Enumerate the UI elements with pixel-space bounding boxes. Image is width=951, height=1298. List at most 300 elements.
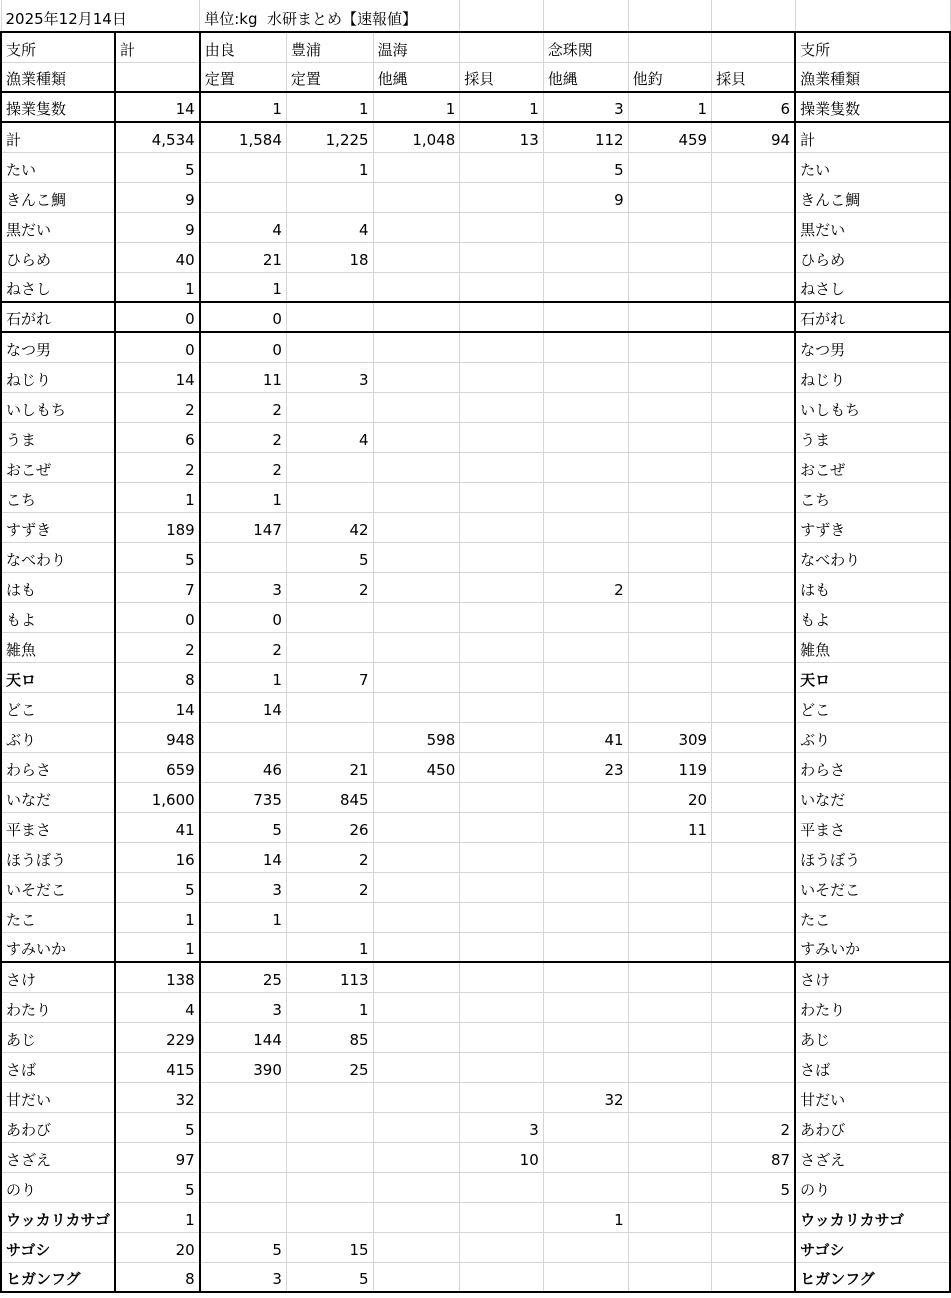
nezugaseki-hokazuri[interactable]: [628, 272, 711, 302]
nezugaseki-hokanawa[interactable]: [543, 1022, 628, 1052]
atsumi-hokanawa[interactable]: [373, 1172, 460, 1202]
nezugaseki-saikai[interactable]: [712, 212, 796, 242]
species-label-right[interactable]: 操業隻数: [795, 92, 950, 122]
atsumi-hokanawa[interactable]: [373, 812, 460, 842]
species-label-left[interactable]: ひらめ: [1, 242, 115, 272]
toyoura-teichi[interactable]: 15: [286, 1232, 373, 1262]
species-label-right[interactable]: こち: [795, 482, 950, 512]
yura-teichi[interactable]: [200, 152, 287, 182]
total-value[interactable]: 0: [115, 602, 200, 632]
species-label-right[interactable]: のり: [795, 1172, 950, 1202]
yura-teichi[interactable]: [200, 722, 287, 752]
species-label-left[interactable]: なべわり: [1, 542, 115, 572]
header-cell[interactable]: [115, 62, 200, 92]
atsumi-saikai[interactable]: [460, 632, 543, 662]
nezugaseki-hokanawa[interactable]: [543, 452, 628, 482]
toyoura-teichi[interactable]: [286, 332, 373, 362]
nezugaseki-saikai[interactable]: [712, 1202, 796, 1232]
nezugaseki-saikai[interactable]: 6: [712, 92, 796, 122]
toyoura-teichi[interactable]: 113: [286, 962, 373, 992]
species-label-right[interactable]: はも: [795, 572, 950, 602]
nezugaseki-hokanawa[interactable]: [543, 632, 628, 662]
header-cell[interactable]: 採貝: [712, 62, 796, 92]
atsumi-saikai[interactable]: [460, 542, 543, 572]
atsumi-hokanawa[interactable]: [373, 1232, 460, 1262]
nezugaseki-hokazuri[interactable]: [628, 602, 711, 632]
yura-teichi[interactable]: 1: [200, 482, 287, 512]
total-value[interactable]: 14: [115, 362, 200, 392]
nezugaseki-saikai[interactable]: [712, 242, 796, 272]
atsumi-hokanawa[interactable]: [373, 182, 460, 212]
nezugaseki-hokazuri[interactable]: [628, 1202, 711, 1232]
header-cell[interactable]: [628, 32, 711, 62]
header-cell[interactable]: 定置: [200, 62, 287, 92]
nezugaseki-saikai[interactable]: [712, 572, 796, 602]
nezugaseki-hokazuri[interactable]: [628, 1082, 711, 1112]
yura-teichi[interactable]: [200, 542, 287, 572]
toyoura-teichi[interactable]: 845: [286, 782, 373, 812]
nezugaseki-hokazuri[interactable]: [628, 212, 711, 242]
nezugaseki-hokazuri[interactable]: [628, 512, 711, 542]
atsumi-saikai[interactable]: [460, 842, 543, 872]
total-value[interactable]: 14: [115, 92, 200, 122]
atsumi-hokanawa[interactable]: 598: [373, 722, 460, 752]
total-value[interactable]: 16: [115, 842, 200, 872]
atsumi-hokanawa[interactable]: [373, 902, 460, 932]
toyoura-teichi[interactable]: 1: [286, 92, 373, 122]
nezugaseki-hokanawa[interactable]: [543, 692, 628, 722]
atsumi-saikai[interactable]: [460, 722, 543, 752]
total-value[interactable]: 138: [115, 962, 200, 992]
species-label-left[interactable]: 天ロ: [1, 662, 115, 692]
species-label-left[interactable]: いなだ: [1, 782, 115, 812]
yura-teichi[interactable]: [200, 932, 287, 962]
nezugaseki-saikai[interactable]: [712, 452, 796, 482]
nezugaseki-hokanawa[interactable]: 9: [543, 182, 628, 212]
header-cell[interactable]: [712, 32, 796, 62]
nezugaseki-hokanawa[interactable]: 5: [543, 152, 628, 182]
nezugaseki-hokazuri[interactable]: [628, 542, 711, 572]
species-label-right[interactable]: わたり: [795, 992, 950, 1022]
nezugaseki-hokazuri[interactable]: [628, 182, 711, 212]
species-label-right[interactable]: さば: [795, 1052, 950, 1082]
nezugaseki-saikai[interactable]: [712, 1262, 796, 1292]
yura-teichi[interactable]: [200, 1172, 287, 1202]
nezugaseki-saikai[interactable]: [712, 182, 796, 212]
atsumi-hokanawa[interactable]: [373, 242, 460, 272]
species-label-right[interactable]: おこぜ: [795, 452, 950, 482]
yura-teichi[interactable]: 0: [200, 302, 287, 332]
nezugaseki-hokazuri[interactable]: 11: [628, 812, 711, 842]
nezugaseki-saikai[interactable]: [712, 692, 796, 722]
nezugaseki-saikai[interactable]: [712, 1232, 796, 1262]
toyoura-teichi[interactable]: 1: [286, 152, 373, 182]
species-label-left[interactable]: あわび: [1, 1112, 115, 1142]
header-cell[interactable]: 他縄: [543, 62, 628, 92]
species-label-right[interactable]: いそだこ: [795, 872, 950, 902]
toyoura-teichi[interactable]: [286, 1202, 373, 1232]
header-cell[interactable]: 支所: [795, 32, 950, 62]
nezugaseki-hokanawa[interactable]: [543, 962, 628, 992]
nezugaseki-saikai[interactable]: [712, 332, 796, 362]
species-label-right[interactable]: うま: [795, 422, 950, 452]
blank-cell[interactable]: [712, 0, 796, 32]
nezugaseki-hokanawa[interactable]: 23: [543, 752, 628, 782]
atsumi-saikai[interactable]: [460, 782, 543, 812]
nezugaseki-saikai[interactable]: [712, 302, 796, 332]
atsumi-saikai[interactable]: [460, 1022, 543, 1052]
species-label-left[interactable]: 操業隻数: [1, 92, 115, 122]
atsumi-hokanawa[interactable]: [373, 662, 460, 692]
atsumi-saikai[interactable]: 1: [460, 92, 543, 122]
species-label-right[interactable]: サゴシ: [795, 1232, 950, 1262]
toyoura-teichi[interactable]: 4: [286, 422, 373, 452]
yura-teichi[interactable]: 14: [200, 842, 287, 872]
toyoura-teichi[interactable]: 42: [286, 512, 373, 542]
nezugaseki-hokazuri[interactable]: [628, 572, 711, 602]
total-value[interactable]: 14: [115, 692, 200, 722]
toyoura-teichi[interactable]: [286, 602, 373, 632]
total-value[interactable]: 2: [115, 452, 200, 482]
total-value[interactable]: 40: [115, 242, 200, 272]
total-value[interactable]: 8: [115, 662, 200, 692]
atsumi-saikai[interactable]: [460, 872, 543, 902]
total-value[interactable]: 1,600: [115, 782, 200, 812]
toyoura-teichi[interactable]: 25: [286, 1052, 373, 1082]
atsumi-saikai[interactable]: [460, 962, 543, 992]
toyoura-teichi[interactable]: 2: [286, 572, 373, 602]
nezugaseki-saikai[interactable]: [712, 962, 796, 992]
toyoura-teichi[interactable]: 3: [286, 362, 373, 392]
nezugaseki-hokazuri[interactable]: [628, 302, 711, 332]
nezugaseki-saikai[interactable]: [712, 752, 796, 782]
nezugaseki-hokanawa[interactable]: [543, 1142, 628, 1172]
species-label-right[interactable]: 平まさ: [795, 812, 950, 842]
nezugaseki-saikai[interactable]: [712, 782, 796, 812]
species-label-left[interactable]: わらさ: [1, 752, 115, 782]
nezugaseki-hokanawa[interactable]: [543, 992, 628, 1022]
nezugaseki-hokazuri[interactable]: [628, 662, 711, 692]
nezugaseki-hokazuri[interactable]: [628, 482, 711, 512]
atsumi-hokanawa[interactable]: [373, 1202, 460, 1232]
toyoura-teichi[interactable]: [286, 392, 373, 422]
nezugaseki-hokazuri[interactable]: [628, 992, 711, 1022]
atsumi-hokanawa[interactable]: [373, 542, 460, 572]
atsumi-saikai[interactable]: [460, 662, 543, 692]
nezugaseki-hokanawa[interactable]: [543, 812, 628, 842]
nezugaseki-hokazuri[interactable]: 119: [628, 752, 711, 782]
blank-cell[interactable]: [460, 0, 543, 32]
yura-teichi[interactable]: 144: [200, 1022, 287, 1052]
header-cell[interactable]: 温海: [373, 32, 460, 62]
atsumi-hokanawa[interactable]: [373, 992, 460, 1022]
header-cell[interactable]: 計: [115, 32, 200, 62]
total-value[interactable]: 1: [115, 272, 200, 302]
nezugaseki-hokazuri[interactable]: [628, 362, 711, 392]
total-value[interactable]: 1: [115, 482, 200, 512]
yura-teichi[interactable]: 5: [200, 1232, 287, 1262]
toyoura-teichi[interactable]: [286, 1142, 373, 1172]
yura-teichi[interactable]: [200, 1142, 287, 1172]
header-cell[interactable]: 漁業種類: [1, 62, 115, 92]
yura-teichi[interactable]: 25: [200, 962, 287, 992]
species-label-right[interactable]: いなだ: [795, 782, 950, 812]
atsumi-saikai[interactable]: [460, 932, 543, 962]
nezugaseki-hokazuri[interactable]: [628, 902, 711, 932]
nezugaseki-hokazuri[interactable]: [628, 632, 711, 662]
atsumi-saikai[interactable]: [460, 1202, 543, 1232]
species-label-left[interactable]: はも: [1, 572, 115, 602]
nezugaseki-hokazuri[interactable]: 20: [628, 782, 711, 812]
species-label-right[interactable]: 計: [795, 122, 950, 152]
atsumi-hokanawa[interactable]: [373, 362, 460, 392]
atsumi-saikai[interactable]: [460, 992, 543, 1022]
nezugaseki-saikai[interactable]: 2: [712, 1112, 796, 1142]
atsumi-saikai[interactable]: [460, 362, 543, 392]
report-date-cell[interactable]: 2025年12月14日: [1, 0, 200, 32]
header-cell[interactable]: [460, 32, 543, 62]
atsumi-hokanawa[interactable]: [373, 932, 460, 962]
toyoura-teichi[interactable]: 1,225: [286, 122, 373, 152]
atsumi-hokanawa[interactable]: [373, 692, 460, 722]
atsumi-saikai[interactable]: [460, 812, 543, 842]
species-label-left[interactable]: いそだこ: [1, 872, 115, 902]
yura-teichi[interactable]: 390: [200, 1052, 287, 1082]
species-label-right[interactable]: なつ男: [795, 332, 950, 362]
yura-teichi[interactable]: 46: [200, 752, 287, 782]
atsumi-hokanawa[interactable]: 1,048: [373, 122, 460, 152]
yura-teichi[interactable]: 5: [200, 812, 287, 842]
nezugaseki-saikai[interactable]: [712, 272, 796, 302]
atsumi-hokanawa[interactable]: [373, 632, 460, 662]
toyoura-teichi[interactable]: [286, 1172, 373, 1202]
nezugaseki-saikai[interactable]: [712, 1082, 796, 1112]
nezugaseki-hokanawa[interactable]: [543, 1052, 628, 1082]
header-cell[interactable]: 豊浦: [286, 32, 373, 62]
species-label-right[interactable]: すずき: [795, 512, 950, 542]
nezugaseki-saikai[interactable]: [712, 932, 796, 962]
atsumi-saikai[interactable]: [460, 152, 543, 182]
nezugaseki-saikai[interactable]: [712, 602, 796, 632]
yura-teichi[interactable]: 1: [200, 92, 287, 122]
nezugaseki-hokanawa[interactable]: [543, 662, 628, 692]
atsumi-saikai[interactable]: [460, 1082, 543, 1112]
toyoura-teichi[interactable]: [286, 182, 373, 212]
nezugaseki-hokazuri[interactable]: [628, 1142, 711, 1172]
species-label-right[interactable]: ほうぼう: [795, 842, 950, 872]
species-label-right[interactable]: ウッカリカサゴ: [795, 1202, 950, 1232]
toyoura-teichi[interactable]: 7: [286, 662, 373, 692]
species-label-right[interactable]: さけ: [795, 962, 950, 992]
atsumi-hokanawa[interactable]: [373, 512, 460, 542]
toyoura-teichi[interactable]: [286, 1112, 373, 1142]
nezugaseki-hokanawa[interactable]: [543, 932, 628, 962]
species-label-right[interactable]: ヒガンフグ: [795, 1262, 950, 1292]
atsumi-saikai[interactable]: [460, 572, 543, 602]
total-value[interactable]: 5: [115, 152, 200, 182]
total-value[interactable]: 948: [115, 722, 200, 752]
atsumi-hokanawa[interactable]: [373, 422, 460, 452]
atsumi-hokanawa[interactable]: [373, 1142, 460, 1172]
toyoura-teichi[interactable]: 2: [286, 872, 373, 902]
nezugaseki-hokanawa[interactable]: [543, 1262, 628, 1292]
yura-teichi[interactable]: 2: [200, 452, 287, 482]
atsumi-saikai[interactable]: 10: [460, 1142, 543, 1172]
species-label-left[interactable]: さば: [1, 1052, 115, 1082]
toyoura-teichi[interactable]: [286, 452, 373, 482]
species-label-left[interactable]: すずき: [1, 512, 115, 542]
nezugaseki-hokazuri[interactable]: 309: [628, 722, 711, 752]
species-label-right[interactable]: なべわり: [795, 542, 950, 572]
atsumi-saikai[interactable]: [460, 212, 543, 242]
toyoura-teichi[interactable]: [286, 722, 373, 752]
toyoura-teichi[interactable]: 1: [286, 932, 373, 962]
nezugaseki-saikai[interactable]: [712, 512, 796, 542]
species-label-left[interactable]: たい: [1, 152, 115, 182]
nezugaseki-saikai[interactable]: [712, 542, 796, 572]
species-label-left[interactable]: さけ: [1, 962, 115, 992]
total-value[interactable]: 229: [115, 1022, 200, 1052]
nezugaseki-hokanawa[interactable]: [543, 422, 628, 452]
atsumi-hokanawa[interactable]: [373, 602, 460, 632]
toyoura-teichi[interactable]: 4: [286, 212, 373, 242]
atsumi-saikai[interactable]: [460, 272, 543, 302]
total-value[interactable]: 8: [115, 1262, 200, 1292]
nezugaseki-hokanawa[interactable]: [543, 482, 628, 512]
nezugaseki-hokanawa[interactable]: 32: [543, 1082, 628, 1112]
atsumi-saikai[interactable]: [460, 182, 543, 212]
atsumi-saikai[interactable]: [460, 392, 543, 422]
toyoura-teichi[interactable]: 2: [286, 842, 373, 872]
species-label-right[interactable]: 甘だい: [795, 1082, 950, 1112]
yura-teichi[interactable]: 147: [200, 512, 287, 542]
total-value[interactable]: 4,534: [115, 122, 200, 152]
header-cell[interactable]: 他釣: [628, 62, 711, 92]
atsumi-saikai[interactable]: [460, 1172, 543, 1202]
nezugaseki-hokanawa[interactable]: 1: [543, 1202, 628, 1232]
nezugaseki-hokanawa[interactable]: [543, 302, 628, 332]
nezugaseki-hokazuri[interactable]: [628, 932, 711, 962]
atsumi-saikai[interactable]: [460, 902, 543, 932]
nezugaseki-hokanawa[interactable]: [543, 362, 628, 392]
atsumi-saikai[interactable]: [460, 692, 543, 722]
nezugaseki-hokazuri[interactable]: [628, 152, 711, 182]
atsumi-hokanawa[interactable]: [373, 482, 460, 512]
total-value[interactable]: 0: [115, 302, 200, 332]
species-label-right[interactable]: 石がれ: [795, 302, 950, 332]
species-label-left[interactable]: 甘だい: [1, 1082, 115, 1112]
total-value[interactable]: 189: [115, 512, 200, 542]
total-value[interactable]: 5: [115, 872, 200, 902]
species-label-right[interactable]: あわび: [795, 1112, 950, 1142]
yura-teichi[interactable]: 4: [200, 212, 287, 242]
nezugaseki-saikai[interactable]: [712, 482, 796, 512]
species-label-left[interactable]: 平まさ: [1, 812, 115, 842]
total-value[interactable]: 4: [115, 992, 200, 1022]
species-label-left[interactable]: 計: [1, 122, 115, 152]
toyoura-teichi[interactable]: 5: [286, 542, 373, 572]
atsumi-hokanawa[interactable]: [373, 272, 460, 302]
yura-teichi[interactable]: 735: [200, 782, 287, 812]
nezugaseki-saikai[interactable]: [712, 1022, 796, 1052]
toyoura-teichi[interactable]: [286, 902, 373, 932]
nezugaseki-saikai[interactable]: [712, 422, 796, 452]
total-value[interactable]: 415: [115, 1052, 200, 1082]
yura-teichi[interactable]: 3: [200, 1262, 287, 1292]
species-label-right[interactable]: ねじり: [795, 362, 950, 392]
total-value[interactable]: 20: [115, 1232, 200, 1262]
total-value[interactable]: 1: [115, 902, 200, 932]
yura-teichi[interactable]: 1: [200, 662, 287, 692]
species-label-left[interactable]: 石がれ: [1, 302, 115, 332]
nezugaseki-hokanawa[interactable]: [543, 332, 628, 362]
nezugaseki-hokanawa[interactable]: [543, 782, 628, 812]
nezugaseki-hokanawa[interactable]: [543, 1112, 628, 1142]
atsumi-saikai[interactable]: [460, 482, 543, 512]
atsumi-hokanawa[interactable]: [373, 962, 460, 992]
atsumi-saikai[interactable]: [460, 1262, 543, 1292]
toyoura-teichi[interactable]: [286, 272, 373, 302]
atsumi-hokanawa[interactable]: [373, 572, 460, 602]
nezugaseki-hokanawa[interactable]: [543, 392, 628, 422]
nezugaseki-saikai[interactable]: [712, 632, 796, 662]
header-cell[interactable]: 採貝: [460, 62, 543, 92]
species-label-left[interactable]: ねじり: [1, 362, 115, 392]
atsumi-saikai[interactable]: [460, 1232, 543, 1262]
nezugaseki-hokanawa[interactable]: 41: [543, 722, 628, 752]
atsumi-saikai[interactable]: [460, 1052, 543, 1082]
total-value[interactable]: 0: [115, 332, 200, 362]
yura-teichi[interactable]: 2: [200, 632, 287, 662]
blank-cell[interactable]: [543, 0, 628, 32]
total-value[interactable]: 2: [115, 632, 200, 662]
species-label-left[interactable]: きんこ鯛: [1, 182, 115, 212]
species-label-right[interactable]: たい: [795, 152, 950, 182]
species-label-right[interactable]: きんこ鯛: [795, 182, 950, 212]
nezugaseki-saikai[interactable]: [712, 812, 796, 842]
species-label-left[interactable]: こち: [1, 482, 115, 512]
species-label-left[interactable]: さざえ: [1, 1142, 115, 1172]
atsumi-hokanawa[interactable]: [373, 1262, 460, 1292]
yura-teichi[interactable]: 0: [200, 332, 287, 362]
species-label-right[interactable]: ねさし: [795, 272, 950, 302]
nezugaseki-saikai[interactable]: [712, 722, 796, 752]
nezugaseki-hokazuri[interactable]: [628, 1262, 711, 1292]
atsumi-hokanawa[interactable]: [373, 452, 460, 482]
nezugaseki-hokanawa[interactable]: [543, 212, 628, 242]
yura-teichi[interactable]: 1: [200, 902, 287, 932]
nezugaseki-saikai[interactable]: [712, 392, 796, 422]
species-label-left[interactable]: のり: [1, 1172, 115, 1202]
nezugaseki-hokanawa[interactable]: [543, 272, 628, 302]
toyoura-teichi[interactable]: 18: [286, 242, 373, 272]
species-label-left[interactable]: もよ: [1, 602, 115, 632]
yura-teichi[interactable]: 2: [200, 422, 287, 452]
nezugaseki-hokanawa[interactable]: 112: [543, 122, 628, 152]
nezugaseki-hokanawa[interactable]: [543, 902, 628, 932]
toyoura-teichi[interactable]: [286, 482, 373, 512]
yura-teichi[interactable]: 11: [200, 362, 287, 392]
nezugaseki-saikai[interactable]: [712, 152, 796, 182]
nezugaseki-hokanawa[interactable]: [543, 602, 628, 632]
species-label-right[interactable]: いしもち: [795, 392, 950, 422]
yura-teichi[interactable]: 3: [200, 872, 287, 902]
unit-and-summary-cell[interactable]: [200, 0, 460, 32]
total-value[interactable]: 1: [115, 1202, 200, 1232]
nezugaseki-hokazuri[interactable]: [628, 422, 711, 452]
nezugaseki-hokazuri[interactable]: 1: [628, 92, 711, 122]
atsumi-saikai[interactable]: [460, 332, 543, 362]
